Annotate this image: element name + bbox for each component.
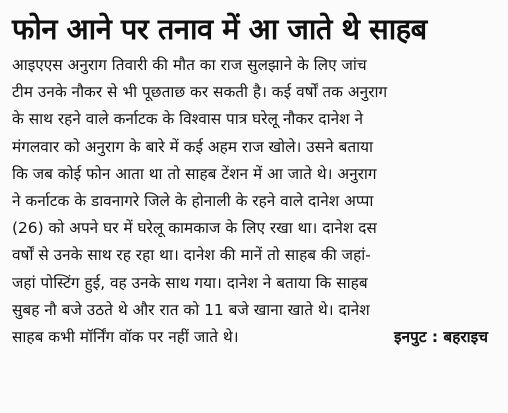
headline: फोन आने पर तनाव में आ जाते थे साहब [12, 12, 427, 46]
article-body [12, 52, 496, 351]
body-line: ने कर्नाटक के डावनागरे जिले के होनाली के रहने वाले दानेश अप्पा [12, 192, 374, 211]
body-line: मंगलवार को अनुराग के बारे में कई अहम राज खोले। उसने बताया [12, 137, 373, 156]
body-line: वर्षों से उनके साथ रह रहा था। दानेश की मानें तो साहब की जहां- [12, 246, 371, 265]
body-line: सुबह नौ बजे उठते थे और रात को 11 बजे खाना खाते थे। दानेश [12, 300, 370, 319]
byline: इनपुट : बहराइच [393, 328, 488, 347]
body-line: जहां पोस्टिंग हुई, वह उनके साथ गया। दानेश ने बताया कि साहब [12, 273, 368, 292]
body-line: टीम उनके नौकर से भी पूछताछ कर सकती है। कई वर्षों तक अनुराग [12, 83, 388, 102]
body-line: (26) को अपने घर में घरेलू कामकाज के लिए रखा था। दानेश दस [12, 219, 377, 238]
body-last-line [12, 324, 496, 351]
body-line: कि जब कोई फोन आता था तो साहब टेंशन में आ जाते थे। अनुराग [12, 164, 377, 183]
body-line: आइएएस अनुराग तिवारी की मौत का राज सुलझाने के लिए जांच [12, 56, 367, 74]
body-line: के साथ रहने वाले कर्नाटक के विश्वास पात्र घरेलू नौकर दानेश ने [12, 110, 364, 129]
body-line-final: साहब कभी मॉर्निंग वॉक पर नहीं जाते थे। [12, 328, 239, 347]
